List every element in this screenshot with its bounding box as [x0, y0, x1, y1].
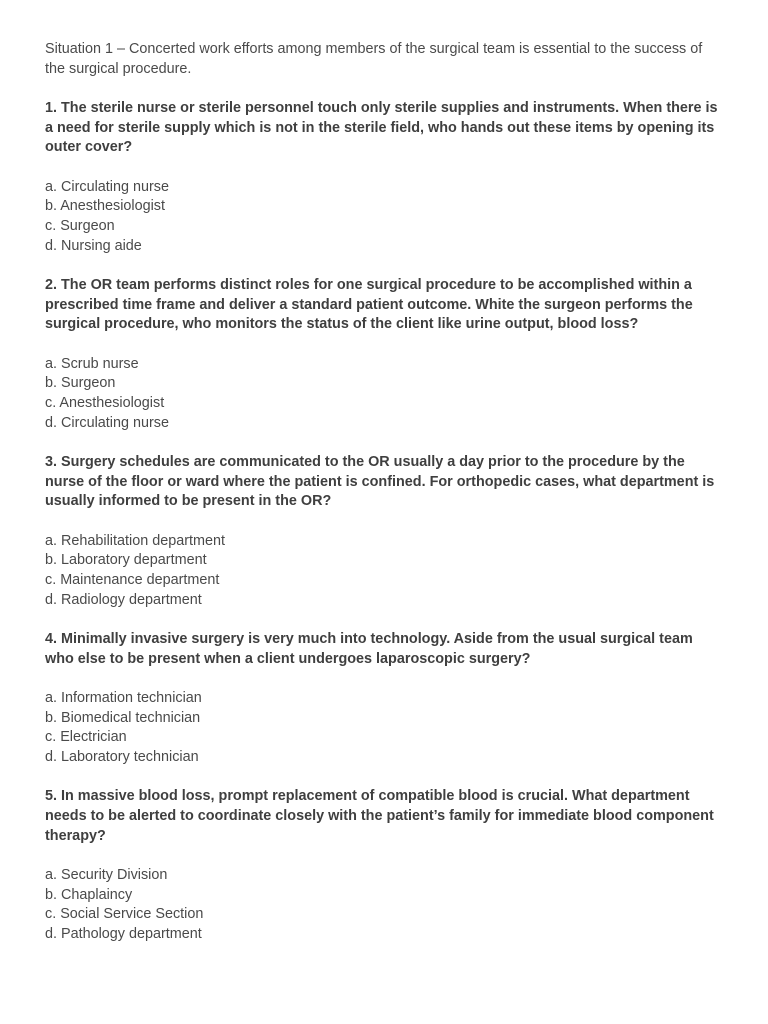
question-5-option-d: d. Pathology department: [45, 925, 202, 942]
question-4-option-b: b. Biomedical technician: [45, 709, 201, 726]
question-block-4: [45, 630, 725, 768]
document-page: [45, 40, 725, 964]
question-block-5: [45, 787, 725, 944]
question-4-option-d: d. Laboratory technician: [45, 748, 199, 765]
question-4-options: [45, 689, 725, 768]
question-5-option-c: c. Social Service Section: [45, 906, 204, 923]
question-3-option-d: d. Radiology department: [45, 591, 202, 608]
question-5-option-a: a. Security Division: [45, 866, 168, 883]
question-1-options: [45, 178, 725, 257]
question-2-option-c: c. Anesthesiologist: [45, 394, 165, 411]
question-5-options: [45, 866, 725, 945]
question-5-text: 5. In massive blood loss, prompt replacement of compatible blood is crucial. What department needs to be alerted to coordinate closely with the patient’s family for immediate blood component therapy?: [45, 788, 714, 844]
question-1-text: 1. The sterile nurse or sterile personnel touch only sterile supplies and instruments. When there is a need for sterile supply which is not in the sterile field, who hands out these items by opening its outer cover?: [45, 99, 718, 156]
question-1-option-a: a. Circulating nurse: [45, 178, 169, 195]
question-1-option-d: d. Nursing aide: [45, 237, 142, 254]
question-block-3: [45, 453, 725, 610]
question-2-option-d: d. Circulating nurse: [45, 414, 169, 431]
question-3-text: 3. Surgery schedules are communicated to the OR usually a day prior to the procedure by the nurse of the floor or ward where the patient is confined. For orthopedic cases, what department is usually informed to be present in the OR?: [45, 453, 715, 510]
question-block-2: [45, 276, 725, 433]
question-2-options: [45, 355, 725, 434]
question-4-option-c: c. Electrician: [45, 729, 127, 746]
question-1-option-b: b. Anesthesiologist: [45, 198, 166, 215]
question-3-option-c: c. Maintenance department: [45, 571, 220, 588]
question-2-text: 2. The OR team performs distinct roles for one surgical procedure to be accomplished within a prescribed time frame and deliver a standard patient outcome. White the surgeon performs the surgical procedure, who monitors the status of the client like urine output, blood loss?: [45, 276, 693, 333]
question-1-option-c: c. Surgeon: [45, 217, 115, 234]
question-2-option-b: b. Surgeon: [45, 375, 116, 392]
question-4-option-a: a. Information technician: [45, 689, 202, 706]
situation-intro: Situation 1 – Concerted work efforts among members of the surgical team is essential to the success of the surgical procedure.: [45, 41, 703, 77]
question-2-option-a: a. Scrub nurse: [45, 355, 139, 372]
question-3-option-b: b. Laboratory department: [45, 552, 207, 569]
question-block-1: [45, 99, 725, 256]
question-3-options: [45, 532, 725, 611]
question-3-option-a: a. Rehabilitation department: [45, 532, 225, 549]
question-4-text: 4. Minimally invasive surgery is very much into technology. Aside from the usual surgical team who else to be present when a client undergoes laparoscopic surgery?: [45, 630, 693, 667]
question-5-option-b: b. Chaplaincy: [45, 886, 133, 903]
